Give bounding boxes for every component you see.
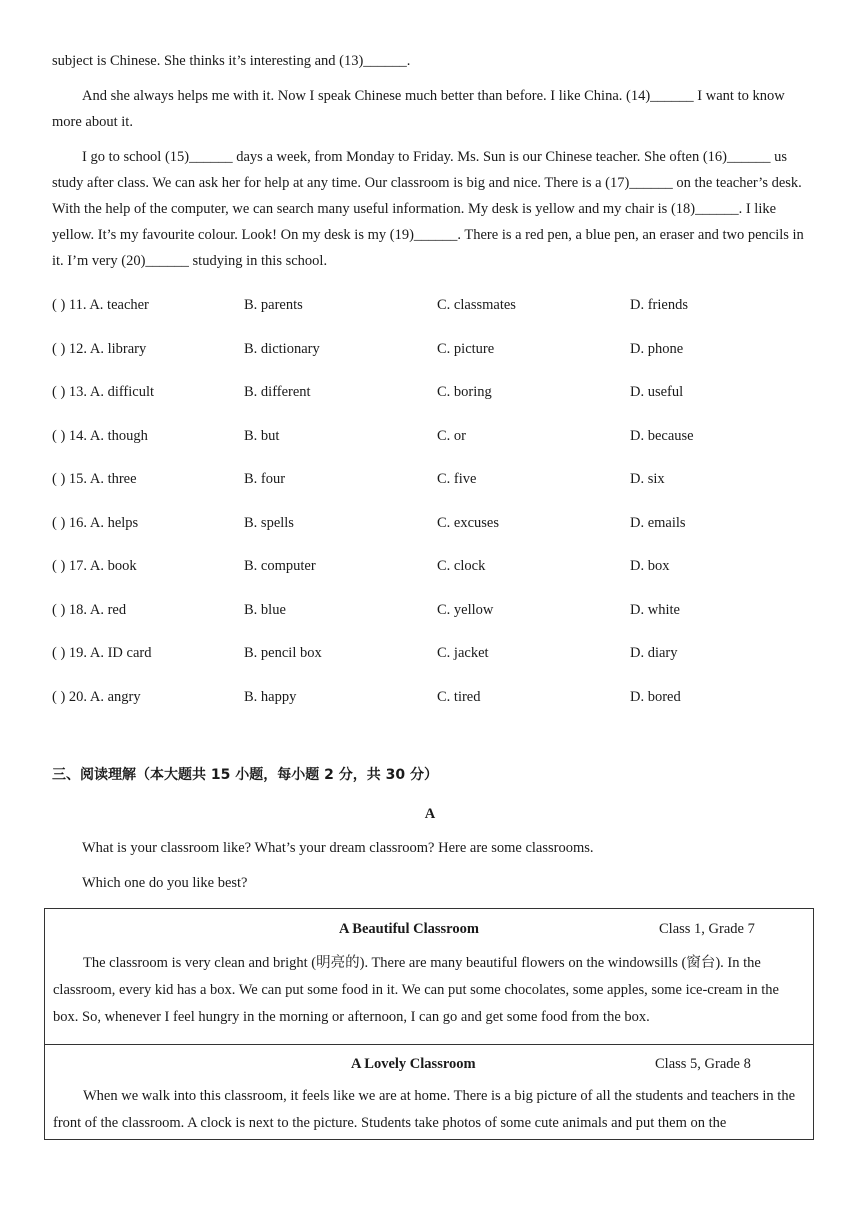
- option-c: C. jacket: [437, 645, 489, 661]
- question-stem: ( ) 16. A. helps: [52, 515, 139, 531]
- option-d: D. phone: [630, 341, 684, 357]
- option-c: C. picture: [437, 341, 495, 357]
- question-row-19: [52, 643, 812, 663]
- option-d: D. because: [630, 428, 694, 444]
- option-b: B. four: [244, 471, 286, 487]
- option-d: D. white: [630, 602, 680, 618]
- box-class-info: Class 1, Grade 7: [659, 921, 755, 937]
- question-stem: ( ) 17. A. book: [52, 558, 137, 574]
- question-row-13: [52, 382, 812, 402]
- question-row-14: [52, 426, 812, 446]
- question-stem: ( ) 12. A. library: [52, 341, 147, 357]
- question-stem: ( ) 19. A. ID card: [52, 645, 152, 661]
- box-title: A Beautiful Classroom: [339, 921, 479, 937]
- option-d: D. diary: [630, 645, 678, 661]
- option-d: D. friends: [630, 297, 688, 313]
- option-c: C. classmates: [437, 297, 516, 313]
- question-row-11: [52, 295, 812, 315]
- option-c: C. five: [437, 471, 477, 487]
- option-b: B. pencil box: [244, 645, 322, 661]
- question-row-20: [52, 687, 812, 707]
- question-row-16: [52, 513, 812, 533]
- option-c: C. clock: [437, 558, 486, 574]
- classroom-box-beautiful: [44, 908, 814, 1045]
- passage-paragraph-3: I go to school (15)______ days a week, from Monday to Friday. Ms. Sun is our Chinese teacher. She often (16)______ us study after class. We can ask her for help at any time. Our classroom is big and nice. There is a (17)______ on the teacher’s desk. With the help of the computer, we can search many useful information. My desk is yellow and my chair is (18)______. I like yellow. It’s my favourite colour. Look! On my desk is my (19)______. There is a red pen, a blue pen, an eraser and two pencils in it. I’m very (20)______ studying in this school.: [52, 149, 804, 269]
- question-row-12: [52, 339, 812, 359]
- classroom-box-lovely: [44, 1044, 814, 1140]
- intro-line-1: What is your classroom like? What’s your dream classroom? Here are some classrooms.: [82, 840, 594, 856]
- passage-line-top: subject is Chinese. She thinks it’s interesting and (13)______.: [52, 53, 411, 69]
- option-c: C. boring: [437, 384, 492, 400]
- passage-paragraph-2: And she always helps me with it. Now I speak Chinese much better than before. I like China. (14)______ I want to know more about it.: [52, 88, 785, 130]
- part-label: A: [424, 806, 436, 822]
- question-stem: ( ) 15. A. three: [52, 471, 137, 487]
- option-d: D. emails: [630, 515, 686, 531]
- question-row-17: [52, 556, 812, 576]
- option-b: B. blue: [244, 602, 286, 618]
- option-b: B. different: [244, 384, 311, 400]
- option-d: D. six: [630, 471, 665, 487]
- option-d: D. box: [630, 558, 670, 574]
- option-b: B. computer: [244, 558, 316, 574]
- box-body-text: When we walk into this classroom, it feels like we are at home. There is a big picture of all the students and teachers in the front of the classroom. A clock is next to the picture. Students take photos of some cute animals and put them on the: [53, 1088, 796, 1131]
- option-c: C. or: [437, 428, 466, 444]
- question-row-15: [52, 469, 812, 489]
- option-b: B. happy: [244, 689, 297, 705]
- option-d: D. bored: [630, 689, 681, 705]
- section-heading: 三、阅读理解（本大题共 15 小题，每小题 2 分，共 30 分）: [52, 767, 438, 783]
- intro-line-2: Which one do you like best?: [82, 875, 248, 891]
- option-c: C. excuses: [437, 515, 500, 531]
- option-b: B. spells: [244, 515, 294, 531]
- question-stem: ( ) 18. A. red: [52, 602, 127, 618]
- question-stem: ( ) 20. A. angry: [52, 689, 141, 705]
- box-body-text: The classroom is very clean and bright (明亮的). There are many beautiful flowers on the windowsills (窗台). In the classroom, every kid has a box. We can put some food in it. We can put some chocolates, some apples, some ice-cream in the box. So, whenever I feel hungry in the morning or afternoon, I can go and get some food from the box.: [53, 955, 779, 1025]
- question-stem: ( ) 13. A. difficult: [52, 384, 155, 400]
- option-b: B. dictionary: [244, 341, 320, 357]
- question-stem: ( ) 14. A. though: [52, 428, 148, 444]
- box-class-info: Class 5, Grade 8: [655, 1056, 751, 1072]
- option-b: B. but: [244, 428, 280, 444]
- question-row-18: [52, 600, 812, 620]
- option-c: C. yellow: [437, 602, 494, 618]
- option-c: C. tired: [437, 689, 481, 705]
- question-stem: ( ) 11. A. teacher: [52, 297, 149, 313]
- option-d: D. useful: [630, 384, 684, 400]
- box-title: A Lovely Classroom: [351, 1056, 476, 1072]
- option-b: B. parents: [244, 297, 303, 313]
